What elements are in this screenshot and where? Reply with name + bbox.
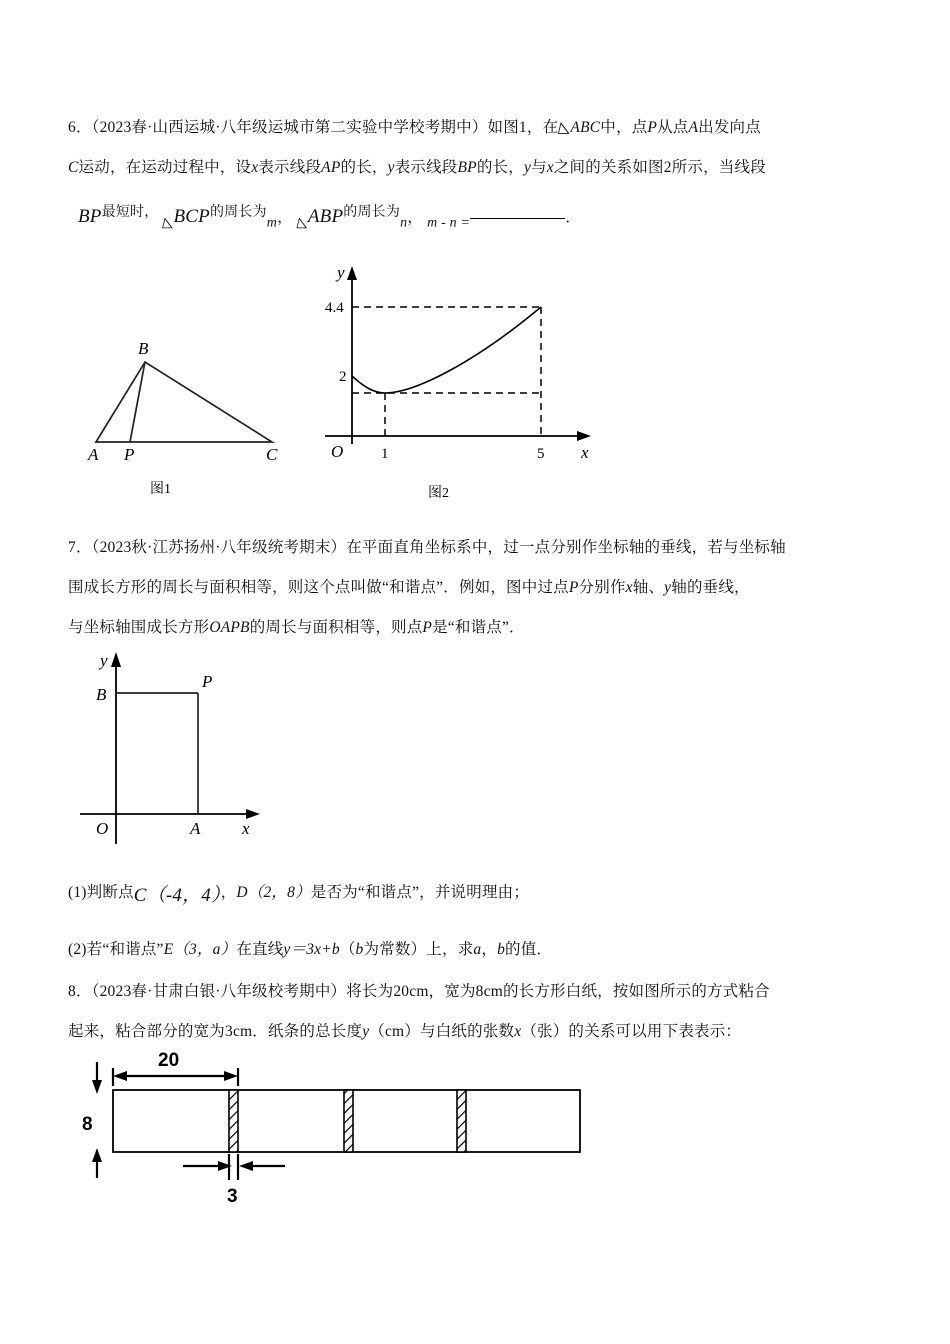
problem-7-text-1: 在平面直角坐标系中，过一点分别作坐标轴的垂线，若与坐标轴 xyxy=(346,539,786,556)
fig3-x-axis-label: x xyxy=(242,819,250,838)
problem-6-text-6: 表示线段 xyxy=(258,159,322,176)
problem-6-text-10: 与 xyxy=(531,159,547,176)
glue-band-1 xyxy=(229,1090,238,1152)
problem-6-text-1: 如图1，在 xyxy=(487,119,559,136)
problem-8-text-2: 起来，粘合部分的宽为3cm．纸条的总长度 xyxy=(68,1023,363,1040)
label-triangle-abp: ABP xyxy=(307,206,344,228)
problem-6-text-12: 最短时， xyxy=(101,205,159,220)
fig3-x-axis-arrow xyxy=(246,809,260,819)
problem-8-source: （2023春·甘肃白银·八年级校考期中） xyxy=(91,983,347,1000)
problem-7-q1-text-2: 是否为“和谐点”，并说明理由； xyxy=(310,884,530,901)
fig2-origin-label: O xyxy=(331,442,344,461)
glue-band-3 xyxy=(457,1090,466,1152)
problem-7-paragraph-line3 xyxy=(68,608,884,648)
problem-7-question-1 xyxy=(68,878,884,911)
var-b-2: b xyxy=(497,941,506,958)
problem-6-text-7: 的长， xyxy=(340,159,388,176)
glue-band-2 xyxy=(344,1090,353,1152)
problem-7-q2-paren-open: （ xyxy=(339,941,356,958)
problem-8-number: 8． xyxy=(68,983,92,1000)
var-x-3: x xyxy=(625,579,633,596)
point-d-coords: D（2，8） xyxy=(236,884,311,901)
problem-8-paragraph-line1 xyxy=(68,972,884,1012)
label-rect-oapb: OAPB xyxy=(209,619,250,636)
line-equation: y＝3x+b xyxy=(283,941,340,958)
triangle-glyph-1: ◺ xyxy=(558,119,571,136)
figure-1-triangle xyxy=(60,330,320,470)
point-c-coords: C（-4，4） xyxy=(133,885,221,907)
problem-7-source: （2023秋·江苏扬州·八年级统考期末） xyxy=(91,539,347,556)
problem-7-q1-text-1: (1)判断点 xyxy=(68,884,134,901)
fig3-label-b: B xyxy=(96,685,107,704)
var-m: m xyxy=(266,215,278,231)
label-point-p: P xyxy=(647,119,658,136)
fig2-x-axis-arrow xyxy=(577,431,591,441)
problem-6-text-14: ， xyxy=(277,209,293,227)
problem-7-text-6: 与坐标轴围成长方形 xyxy=(68,619,210,636)
label-point-a: A xyxy=(688,119,699,136)
problem-6-text-16: ， xyxy=(407,209,423,227)
fig3-label-p: P xyxy=(202,672,213,691)
fig2-ytick-44: 4.4 xyxy=(325,300,344,316)
problem-6-text-5: 运动，在运动过程中，设 xyxy=(78,159,252,176)
var-x-2: x xyxy=(546,159,554,176)
var-n: n xyxy=(400,215,408,231)
problem-6-source: （2023春·山西运城·八年级运城市第二实验中学校考期中） xyxy=(91,119,488,136)
fig1-label-p: P xyxy=(124,445,135,464)
dim-3-arrow-left xyxy=(239,1161,253,1171)
var-y-2: y xyxy=(523,159,532,176)
problem-7-text-3: 分别作 xyxy=(578,579,626,596)
figure-1-caption: 图1 xyxy=(150,482,171,497)
problem-8-paragraph-line2 xyxy=(68,1012,884,1052)
problem-7-q2-text-2: 在直线 xyxy=(236,941,284,958)
triangle-glyph-3: ◺ xyxy=(296,215,308,231)
var-a-1: a xyxy=(473,941,482,958)
problem-7-question-2 xyxy=(68,930,884,970)
figure-3-rectangle xyxy=(70,648,280,848)
problem-7-paragraph-line1 xyxy=(68,528,884,568)
fig1-label-b: B xyxy=(138,339,149,358)
problem-7-q2-text-3: 为常数）上，求 xyxy=(363,941,474,958)
problem-6-text-13: 的周长为 xyxy=(209,205,267,220)
var-b-1: b xyxy=(355,941,364,958)
segment-ap: AP xyxy=(321,159,341,176)
problem-6-text-3: 从点 xyxy=(657,119,689,136)
problem-7-text-4: 轴、 xyxy=(632,579,665,596)
problem-8-text-1: 将长为20cm，宽为8cm的长方形白纸，按如图所示的方式粘合 xyxy=(346,983,770,1000)
label-point-p-2: P xyxy=(568,579,579,596)
problem-6-period: ． xyxy=(565,209,581,227)
problem-7-paragraph-line2 xyxy=(68,568,884,608)
fig3-y-axis-label: y xyxy=(100,651,108,670)
label-point-p-3: P xyxy=(422,619,433,636)
label-triangle-abc: ABC xyxy=(570,119,601,136)
problem-6-text-2: 中，点 xyxy=(600,119,648,136)
figure-2-caption: 图2 xyxy=(428,486,449,501)
problem-6-paragraph-line2 xyxy=(68,148,884,188)
problem-7-number: 7． xyxy=(68,539,92,556)
problem-7-q2-text-4: 的值． xyxy=(505,941,553,958)
fig2-y-axis-label: y xyxy=(337,263,345,282)
fig2-xtick-1: 1 xyxy=(381,446,389,462)
fig3-label-o: O xyxy=(96,819,109,838)
problem-6-text-8: 表示线段 xyxy=(394,159,458,176)
var-y-4: y xyxy=(362,1023,370,1040)
problem-7-text-2: 围成长方形的周长与面积相等，则这个点叫做“和谐点”．例如，图中过点 xyxy=(68,579,569,596)
problem-8-text-4: （张）的关系可以用下表表示： xyxy=(521,1023,742,1040)
dim-8-arrow-up xyxy=(92,1148,102,1162)
triangle-glyph-2: ◺ xyxy=(162,215,174,231)
triangle-abc-shape xyxy=(96,362,272,442)
problem-7-text-8: 是“和谐点”． xyxy=(432,619,525,636)
problem-6-number: 6． xyxy=(68,119,92,136)
answer-blank-1[interactable] xyxy=(470,218,565,219)
problem-7-text-7: 的周长与面积相等，则点 xyxy=(249,619,423,636)
label-point-c: C xyxy=(68,159,79,176)
point-e-coords: E（3，a） xyxy=(163,941,237,958)
fig3-label-a: A xyxy=(190,819,201,838)
problem-6-paragraph-line1 xyxy=(68,108,884,148)
label-triangle-bcp: BCP xyxy=(173,206,210,228)
figure-2-graph xyxy=(325,262,605,472)
problem-6-paragraph-line3 xyxy=(78,196,894,240)
problem-7-q2-text-1: (2)若“和谐点” xyxy=(68,941,164,958)
problem-6-text-15: 的周长为 xyxy=(343,205,401,220)
figure-4-paper-strip xyxy=(80,1050,610,1215)
var-x-1: x xyxy=(251,159,259,176)
fig2-xtick-5: 5 xyxy=(537,446,545,462)
problem-6-text-4: 出发向点 xyxy=(698,119,761,136)
var-y-1: y xyxy=(387,159,395,176)
problem-6-text-11: 之间的关系如图2所示，当线段 xyxy=(553,159,766,176)
fig2-ytick-2: 2 xyxy=(339,369,347,385)
segment-bp: BP xyxy=(457,159,477,176)
problem-6-text-9: 的长， xyxy=(476,159,524,176)
var-y-3: y xyxy=(664,579,672,596)
fig1-label-a: A xyxy=(88,445,99,464)
fig2-y-axis-arrow xyxy=(347,266,357,280)
fig2-x-axis-label: x xyxy=(581,443,589,462)
dim-label-3: 3 xyxy=(227,1186,238,1207)
problem-8-text-3: （cm）与白纸的张数 xyxy=(369,1023,515,1040)
dim-label-20: 20 xyxy=(158,1050,180,1071)
dim-20-arrow-left xyxy=(113,1071,127,1081)
dim-8-arrow-down xyxy=(92,1080,102,1094)
var-x-4: x xyxy=(514,1023,522,1040)
fig3-y-axis-arrow xyxy=(111,652,121,667)
dim-label-8: 8 xyxy=(82,1114,93,1135)
segment-bp-2: BP xyxy=(78,206,102,228)
problem-7-text-5: 轴的垂线， xyxy=(671,579,750,596)
fig2-curve xyxy=(352,307,541,393)
dim-20-arrow-right xyxy=(224,1071,238,1081)
problem-7-q1-comma: ， xyxy=(220,884,237,901)
fig1-label-c: C xyxy=(266,445,278,464)
problem-7-q2-comma: ， xyxy=(481,941,498,958)
expression-m-minus-n: m - n = xyxy=(427,215,471,231)
